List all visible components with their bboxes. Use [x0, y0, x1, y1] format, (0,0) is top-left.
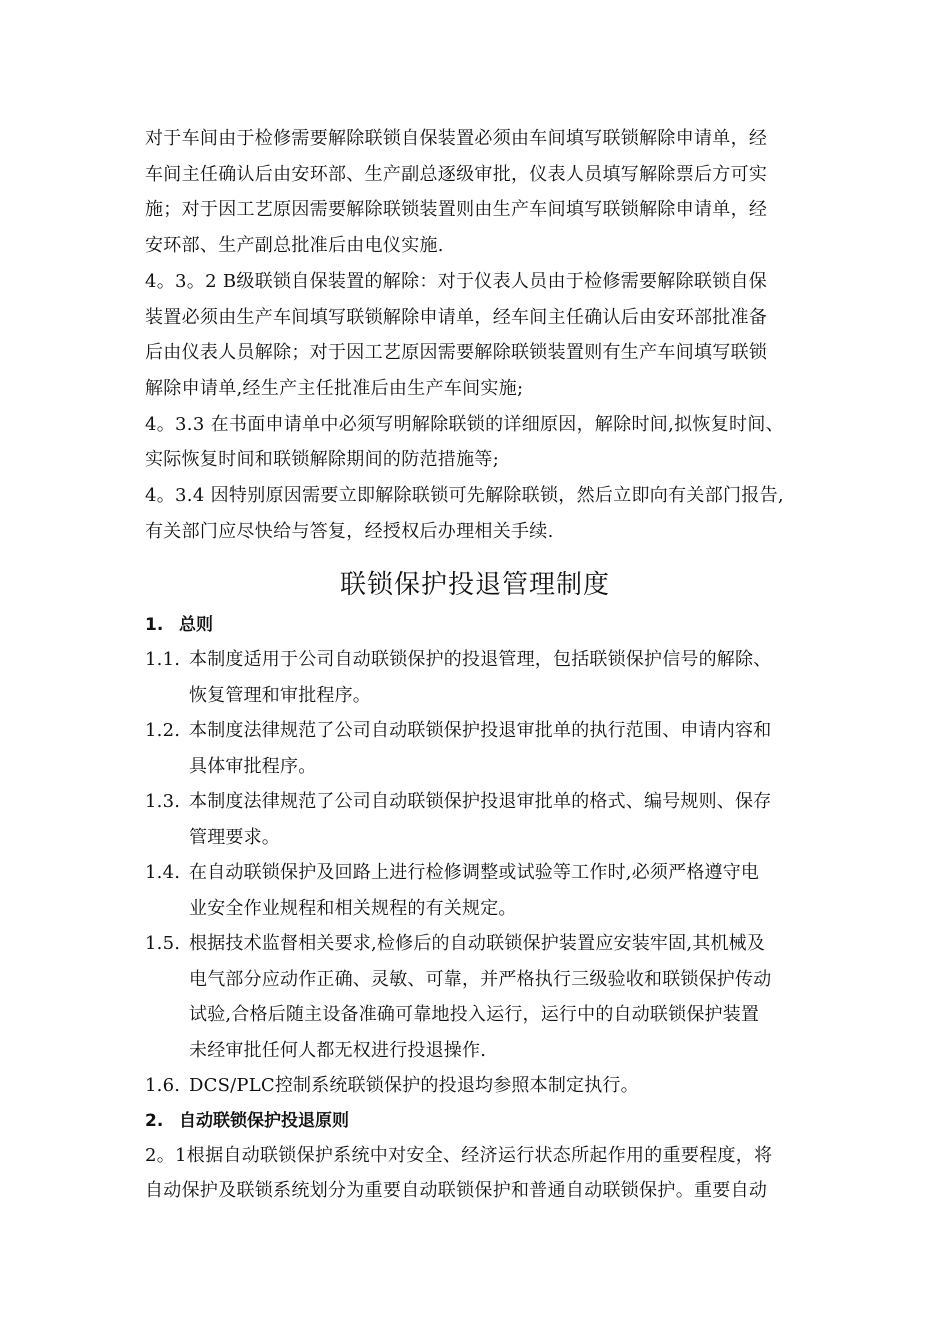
clause-text: 未经审批任何人都无权进行投退操作. — [189, 1039, 487, 1061]
clause-1-6 — [145, 1068, 825, 1104]
clause-1-5 — [145, 926, 825, 1068]
clause-number: 1.3. — [145, 791, 181, 812]
clause-1-1 — [145, 642, 825, 713]
clause-text: 本制度法律规范了公司自动联锁保护投退审批单的执行范围、申请内容和 — [189, 720, 772, 741]
clause-1-3 — [145, 784, 825, 855]
clause-number: 1.2. — [145, 720, 181, 741]
intro-line: 4。3.3 在书面申请单中必须写明解除联锁的详细原因，解除时间,拟恢复时间、 — [145, 413, 784, 435]
clause-text: 管理要求。 — [189, 826, 280, 848]
intro-line: 4。3。2 B级联锁自保装置的解除：对于仪表人员由于检修需要解除联锁自保 — [145, 270, 768, 292]
section-title: 自动联锁保护投退原则 — [179, 1110, 349, 1131]
clause-text: 试验,合格后随主设备准确可靠地投入运行，运行中的自动联锁保护装置 — [189, 1004, 760, 1025]
clause-number: 1.1. — [145, 649, 181, 670]
principle-line: 自动保护及联锁系统划分为重要自动联锁保护和普通自动联锁保护。重要自动 — [145, 1180, 768, 1202]
intro-line: 实际恢复时间和联锁解除期间的防范措施等; — [145, 449, 500, 471]
intro-line: 车间主任确认后由安环部、生产副总逐级审批，仪表人员填写解除票后方可实 — [145, 163, 768, 185]
intro-section — [145, 121, 815, 549]
intro-line: 安环部、生产副总批准后由电仪实施. — [145, 235, 444, 257]
clause-text: 具体审批程序。 — [189, 755, 317, 777]
document-title: 联锁保护投退管理制度 — [339, 570, 610, 600]
clause-number: 1.6. — [145, 1075, 181, 1096]
section-heading-principles — [145, 1106, 825, 1136]
clause-text: 根据技术监督相关要求,检修后的自动联锁保护装置应安装牢固,其机械及 — [189, 933, 766, 954]
clause-text: 本制度法律规范了公司自动联锁保护投退审批单的格式、编号规则、保存 — [189, 791, 772, 812]
clause-1-2 — [145, 713, 825, 784]
section-heading-general — [145, 610, 825, 640]
principle-line: 2。1根据自动联锁保护系统中对安全、经济运行状态所起作用的重要程度，将 — [145, 1144, 773, 1166]
section-number: 2. — [145, 1110, 164, 1131]
clause-number: 1.5. — [145, 933, 181, 954]
intro-line: 4。3.4 因特别原因需要立即解除联锁可先解除联锁，然后立即向有关部门报告, — [145, 485, 784, 507]
clause-text: 恢复管理和审批程序。 — [189, 684, 371, 706]
section-title: 总则 — [179, 615, 213, 635]
clause-text: 在自动联锁保护及回路上进行检修调整或试验等工作时,必须严格遵守电 — [189, 862, 760, 883]
regulation-body — [145, 608, 825, 1209]
clause-1-4 — [145, 855, 825, 926]
clause-text: 业安全作业规程和相关规程的有关规定。 — [189, 897, 517, 919]
intro-line: 施；对于因工艺原因需要解除联锁装置则由生产车间填写联锁解除申请单，经 — [145, 199, 768, 221]
intro-line: 对于车间由于检修需要解除联锁自保装置必须由车间填写联锁解除申请单，经 — [145, 128, 768, 149]
intro-line: 有关部门应尽快给与答复，经授权后办理相关手续. — [145, 520, 554, 542]
intro-line: 解除申请单,经生产主任批准后由生产车间实施; — [145, 377, 524, 399]
intro-line: 装置必须由生产车间填写联锁解除申请单，经车间主任确认后由安环部批准备 — [145, 306, 768, 328]
clause-number: 1.4. — [145, 862, 181, 883]
intro-line: 后由仪表人员解除；对于因工艺原因需要解除联锁装置则有生产车间填写联锁 — [145, 342, 768, 364]
section-number: 1. — [145, 615, 164, 635]
clause-text: 电气部分应动作正确、灵敏、可靠，并严格执行三级验收和联锁保护传动 — [189, 968, 772, 990]
clause-text: 本制度适用于公司自动联锁保护的投退管理，包括联锁保护信号的解除、 — [189, 649, 772, 670]
clause-text: DCS/PLC控制系统联锁保护的投退均参照本制定执行。 — [189, 1075, 639, 1096]
